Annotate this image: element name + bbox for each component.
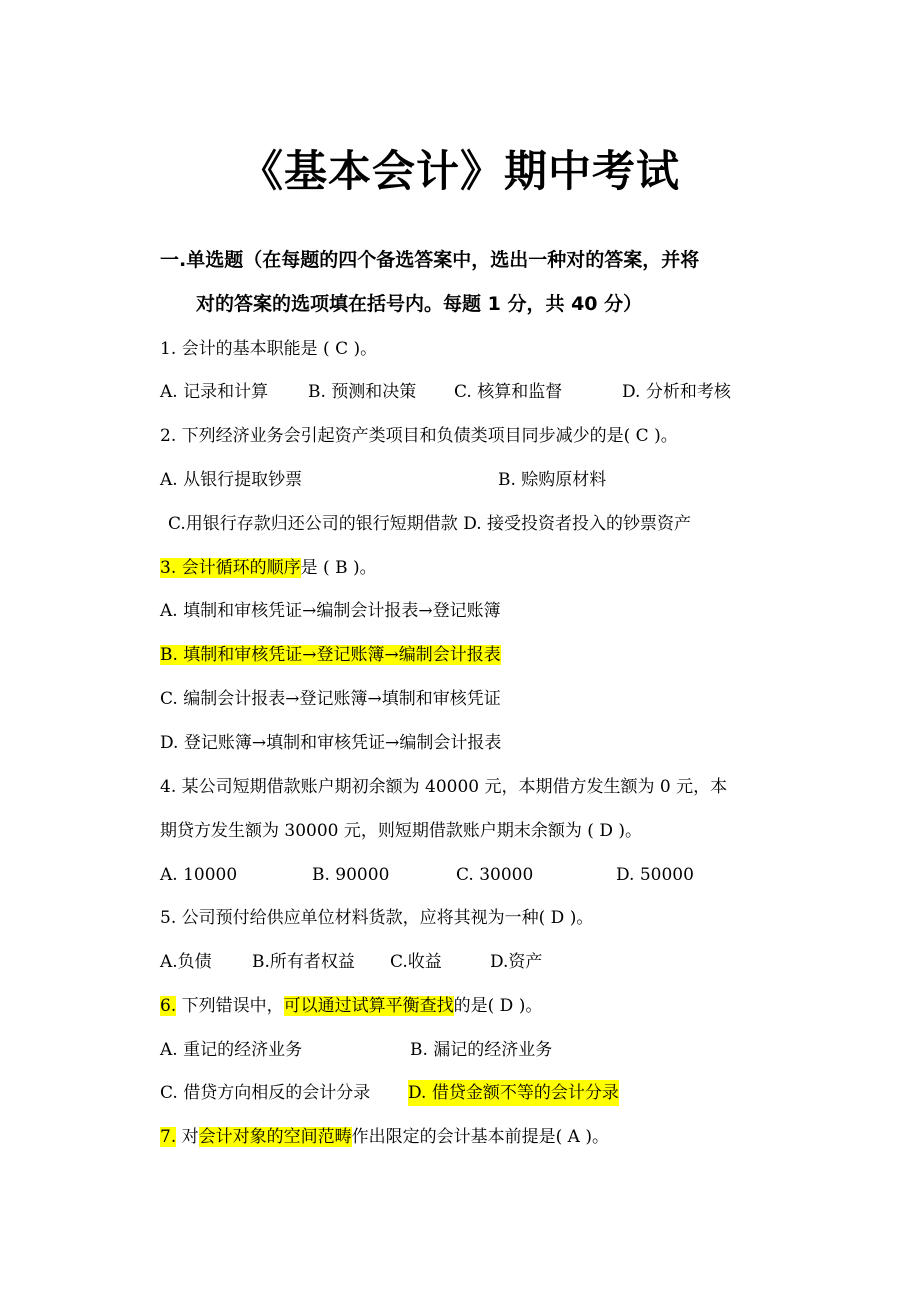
q2-option-b: B. 赊购原材料 [498, 470, 607, 490]
question-4-stem-line1: 4. 某公司短期借款账户期初余额为 40000 元，本期借方发生额为 0 元，本 [160, 777, 728, 797]
q6-option-b: B. 漏记的经济业务 [410, 1040, 553, 1060]
q6-stem-highlight: 可以通过试算平衡查找 [283, 996, 454, 1016]
q1-option-b: B. 预测和决策 [308, 382, 417, 402]
exam-title: 《基本会计》期中考试 [240, 147, 680, 197]
question-2-stem: 2. 下列经济业务会引起资产类项目和负债类项目同步减少的是( C )。 [160, 426, 678, 446]
question-4-stem-line2: 期贷方发生额为 30000 元，则短期借款账户期末余额为 ( D )。 [160, 821, 642, 841]
q5-option-a: A.负债 [160, 952, 212, 972]
section-heading-line1: 一.单选题（在每题的四个备选答案中，选出一种对的答案，并将 [160, 249, 700, 271]
question-5-stem: 5. 公司预付给供应单位材料货款，应将其视为一种( D )。 [160, 908, 594, 928]
q6-option-c: C. 借贷方向相反的会计分录 [160, 1083, 371, 1103]
q3-option-c: C. 编制会计报表→登记账簿→填制和审核凭证 [160, 689, 501, 709]
q5-option-d: D.资产 [490, 952, 543, 972]
q7-number-highlight: 7. [160, 1127, 177, 1147]
q3-stem-rest: 是 ( B )。 [300, 558, 377, 578]
q6-number-highlight: 6. [160, 996, 177, 1016]
q3-option-b [160, 642, 501, 668]
q6-stem-rest: 的是( D )。 [453, 996, 543, 1016]
q6-option-d-highlight: D. 借贷金额不等的会计分录 [408, 1080, 619, 1106]
q3-option-b-highlight: B. 填制和审核凭证→登记账簿→编制会计报表 [160, 645, 501, 665]
question-7-stem [160, 1124, 609, 1150]
q3-option-d: D. 登记账簿→填制和审核凭证→编制会计报表 [160, 733, 502, 753]
q6-option-a: A. 重记的经济业务 [160, 1040, 303, 1060]
q4-option-c: C. 30000 [456, 865, 534, 885]
question-3-stem [160, 555, 377, 581]
question-1-stem: 1. 会计的基本职能是 ( C )。 [160, 339, 378, 359]
q7-stem-highlight: 会计对象的空间范畴 [198, 1127, 352, 1147]
q4-option-b: B. 90000 [312, 865, 390, 885]
section-heading-line2: 对的答案的选项填在括号内。每题 1 分，共 40 分） [196, 293, 643, 315]
q7-stem-rest: 作出限定的会计基本前提是( A )。 [351, 1127, 609, 1147]
q4-option-d: D. 50000 [616, 865, 694, 885]
q5-option-b: B.所有者权益 [252, 952, 355, 972]
question-6-stem [160, 993, 542, 1019]
q4-option-a: A. 10000 [160, 865, 238, 885]
q3-option-a: A. 填制和审核凭证→编制会计报表→登记账簿 [160, 601, 501, 621]
q7-stem-mid: 对 [176, 1127, 199, 1147]
q1-option-a: A. 记录和计算 [160, 382, 269, 402]
q1-option-d: D. 分析和考核 [622, 382, 731, 402]
q2-option-a: A. 从银行提取钞票 [160, 470, 303, 490]
question-2-options-cd: C.用银行存款归还公司的银行短期借款 D. 接受投资者投入的钞票资产 [168, 514, 692, 534]
q5-option-c: C.收益 [390, 952, 442, 972]
q6-stem-mid: 下列错误中， [176, 996, 284, 1016]
q3-stem-highlight: 3. 会计循环的顺序 [160, 558, 301, 578]
q1-option-c: C. 核算和监督 [454, 382, 563, 402]
